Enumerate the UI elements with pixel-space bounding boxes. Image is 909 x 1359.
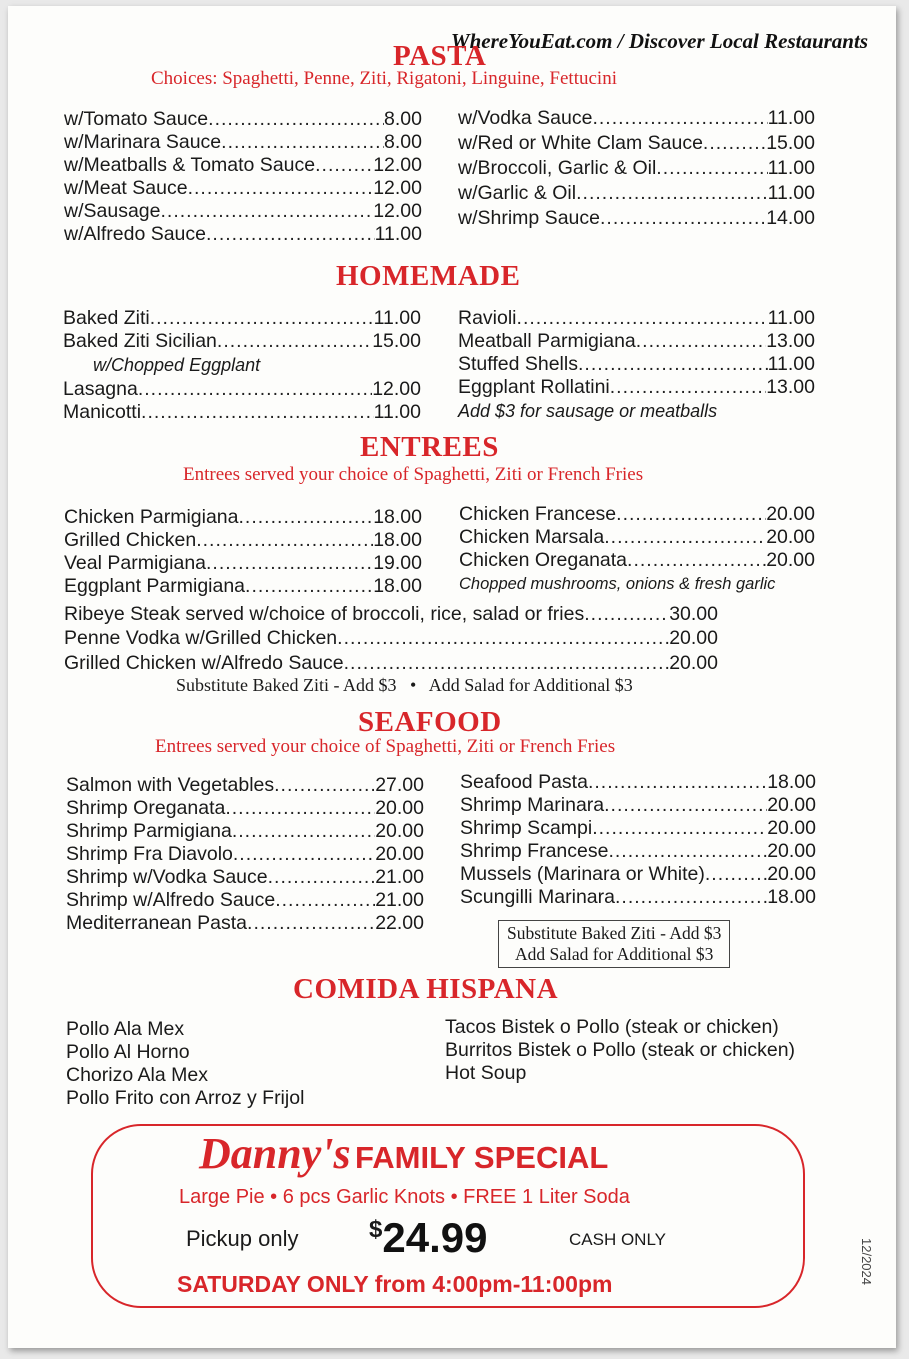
menu-item: w/Marinara Sauce ..... 8.00 bbox=[64, 131, 422, 154]
cash-only-label: CASH ONLY bbox=[569, 1230, 666, 1249]
menu-item: w/Broccoli, Garlic & Oil ..... 11.00 bbox=[458, 156, 815, 181]
menu-item: Shrimp Francese ..... 20.00 bbox=[460, 840, 816, 863]
special-items: Large Pie • 6 pcs Garlic Knots • FREE 1 Liter Soda bbox=[179, 1186, 630, 1208]
entrees-heading: ENTREES bbox=[360, 431, 499, 463]
menu-item: Grilled Chicken ..... 18.00 bbox=[64, 529, 422, 552]
pasta-right-list bbox=[458, 106, 815, 231]
menu-item: Stuffed Shells ..... 11.00 bbox=[458, 353, 815, 376]
brand-name: Danny's bbox=[199, 1129, 351, 1178]
site-watermark: WhereYouEat.com / Discover Local Restaurants bbox=[450, 29, 868, 53]
menu-item: Shrimp Marinara ..... 20.00 bbox=[460, 794, 816, 817]
menu-item: w/Red or White Clam Sauce ..... 15.00 bbox=[458, 131, 815, 156]
box-note-line: Add Salad for Additional $3 bbox=[515, 944, 714, 964]
menu-item: Chicken Marsala ..... 20.00 bbox=[459, 526, 815, 549]
price-value: 24.99 bbox=[382, 1214, 488, 1261]
list-item: Pollo Frito con Arroz y Frijol bbox=[66, 1087, 305, 1109]
entrees-left-list bbox=[64, 506, 422, 598]
special-price bbox=[369, 1214, 487, 1262]
menu-item: Shrimp w/Vodka Sauce ..... 21.00 bbox=[66, 866, 424, 889]
menu-item: w/Shrimp Sauce ..... 14.00 bbox=[458, 206, 815, 231]
menu-item: Shrimp Scampi ..... 20.00 bbox=[460, 817, 816, 840]
list-item: Pollo Al Horno bbox=[66, 1041, 190, 1063]
menu-item: Manicotti ..... 11.00 bbox=[63, 401, 421, 424]
special-title-row bbox=[199, 1128, 608, 1179]
menu-item: Eggplant Parmigiana ..... 18.00 bbox=[64, 575, 422, 598]
menu-item: Mussels (Marinara or White) ..... 20.00 bbox=[460, 863, 816, 886]
menu-item: Chicken Francese ..... 20.00 bbox=[459, 503, 815, 526]
menu-item: Shrimp Fra Diavolo ..... 20.00 bbox=[66, 843, 424, 866]
seafood-right-list bbox=[460, 771, 816, 909]
hispana-left-list bbox=[66, 1018, 304, 1110]
menu-item: Baked Ziti Sicilian ..... 15.00 bbox=[63, 330, 421, 353]
entrees-note: Substitute Baked Ziti - Add $3 • Add Salad for Additional $3 bbox=[176, 675, 633, 695]
menu-item: Meatball Parmigiana ..... 13.00 bbox=[458, 330, 815, 353]
menu-item: Chicken Oreganata ..... 20.00 bbox=[459, 549, 815, 572]
box-note-line: Substitute Baked Ziti - Add $3 bbox=[507, 923, 722, 943]
list-item: Chorizo Ala Mex bbox=[66, 1064, 208, 1086]
currency-symbol: $ bbox=[369, 1216, 383, 1243]
menu-item: Shrimp Oreganata ..... 20.00 bbox=[66, 797, 424, 820]
list-item: Tacos Bistek o Pollo (steak or chicken) bbox=[445, 1016, 779, 1038]
list-item: Burritos Bistek o Pollo (steak or chicken) bbox=[445, 1039, 796, 1061]
menu-item: Grilled Chicken w/Alfredo Sauce ..... 20.00 bbox=[64, 650, 718, 677]
menu-item: Veal Parmigiana ..... 19.00 bbox=[64, 552, 422, 575]
menu-item: w/Meat Sauce ..... 12.00 bbox=[64, 177, 422, 200]
menu-item: w/Sausage ..... 12.00 bbox=[64, 200, 422, 223]
menu-item: Chicken Parmigiana ..... 18.00 bbox=[64, 506, 422, 529]
hispana-heading: COMIDA HISPANA bbox=[293, 973, 559, 1005]
seafood-left-list bbox=[66, 774, 424, 935]
pasta-left-list bbox=[64, 108, 422, 246]
special-title: FAMILY SPECIAL bbox=[355, 1140, 609, 1175]
homemade-left-list bbox=[63, 307, 421, 424]
menu-item: Shrimp w/Alfredo Sauce ..... 21.00 bbox=[66, 889, 424, 912]
menu-item: w/Alfredo Sauce ..... 11.00 bbox=[64, 223, 422, 246]
menu-item: Ribeye Steak served w/choice of broccoli, rice, salad or fries ..... 30.00 bbox=[64, 602, 718, 626]
menu-page bbox=[8, 6, 896, 1348]
pasta-heading: PASTA bbox=[393, 40, 487, 72]
entrees-wide-list bbox=[64, 602, 718, 677]
seafood-box-note bbox=[498, 920, 730, 968]
list-item: Hot Soup bbox=[445, 1062, 527, 1084]
menu-item: Eggplant Rollatini ..... 13.00 bbox=[458, 376, 815, 399]
entrees-right-list bbox=[459, 503, 815, 596]
item-note: w/Chopped Eggplant bbox=[93, 355, 261, 375]
list-item: Pollo Ala Mex bbox=[66, 1018, 185, 1040]
homemade-right-list bbox=[458, 307, 815, 424]
family-special-box bbox=[91, 1124, 805, 1308]
item-note: Chopped mushrooms, onions & fresh garlic bbox=[459, 575, 776, 593]
pickup-label: Pickup only bbox=[186, 1226, 299, 1251]
menu-item: Baked Ziti ..... 11.00 bbox=[63, 307, 421, 330]
seafood-heading: SEAFOOD bbox=[358, 706, 502, 738]
menu-item: w/Meatballs & Tomato Sauce ..... 12.00 bbox=[64, 154, 422, 177]
special-schedule: SATURDAY ONLY from 4:00pm-11:00pm bbox=[177, 1271, 613, 1297]
menu-item: w/Vodka Sauce ..... 11.00 bbox=[458, 106, 815, 131]
homemade-note: Add $3 for sausage or meatballs bbox=[458, 401, 718, 421]
menu-item: Mediterranean Pasta ..... 22.00 bbox=[66, 912, 424, 935]
date-code: 12/2024 bbox=[859, 1238, 874, 1285]
menu-item: Penne Vodka w/Grilled Chicken ..... 20.00 bbox=[64, 626, 718, 650]
menu-item: Lasagna ..... 12.00 bbox=[63, 378, 421, 401]
menu-item: w/Garlic & Oil ..... 11.00 bbox=[458, 181, 815, 206]
entrees-subtitle: Entrees served your choice of Spaghetti, Ziti or French Fries bbox=[183, 464, 644, 485]
pasta-subtitle: Choices: Spaghetti, Penne, Ziti, Rigatoni, Linguine, Fettucini bbox=[151, 68, 617, 89]
seafood-subtitle: Entrees served your choice of Spaghetti, Ziti or French Fries bbox=[155, 736, 616, 757]
menu-item: Salmon with Vegetables ..... 27.00 bbox=[66, 774, 424, 797]
hispana-right-list bbox=[445, 1016, 795, 1085]
menu-item: Ravioli ..... 11.00 bbox=[458, 307, 815, 330]
homemade-heading: HOMEMADE bbox=[336, 260, 521, 292]
menu-item: Seafood Pasta ..... 18.00 bbox=[460, 771, 816, 794]
menu-item: Shrimp Parmigiana ..... 20.00 bbox=[66, 820, 424, 843]
menu-item: w/Tomato Sauce ..... 8.00 bbox=[64, 108, 422, 131]
menu-item: Scungilli Marinara ..... 18.00 bbox=[460, 886, 816, 909]
